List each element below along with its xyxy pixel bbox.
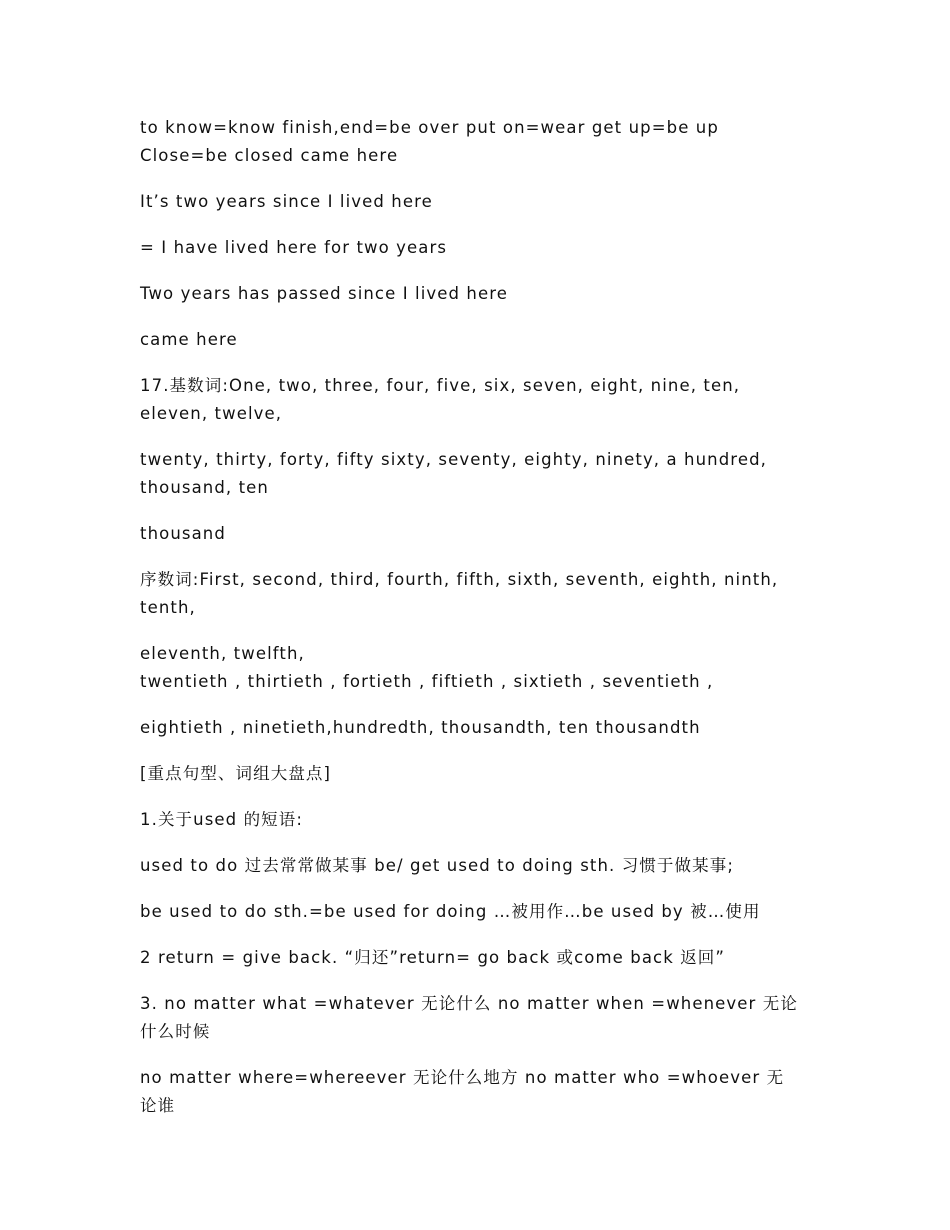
text-line: Close=be closed came here [140,146,399,165]
text-line: Two years has passed since I lived here [140,284,508,303]
paragraph-return [140,944,815,972]
document-page [140,114,815,1138]
paragraph-synonyms [140,114,815,170]
text-line: twenty, thirty, forty, fifty sixty, seventy, eighty, ninety, a hundred, [140,450,767,469]
text-line: be used to do sth.=be used for doing …被用作…be used by 被…使用 [140,902,761,921]
text-line: tenth, [140,598,196,617]
text-line: [重点句型、词组大盘点] [140,764,332,783]
text-line: = I have lived here for two years [140,238,448,257]
text-line: 2 return = give back. “归还”return= go back 或come back 返回” [140,948,726,967]
text-line: 1.关于used 的短语: [140,810,304,829]
paragraph-example-3 [140,280,815,308]
text-line: thousand, ten [140,478,269,497]
text-line: eightieth , ninetieth,hundredth, thousandth, ten thousandth [140,718,701,737]
text-line: eleventh, twelfth, [140,644,305,663]
text-line: no matter where=whereever 无论什么地方 no matter who =whoever 无 [140,1068,785,1087]
paragraph-cardinal-numbers [140,372,815,428]
paragraph-ordinal-numbers [140,566,815,622]
text-line: used to do 过去常常做某事 be/ get used to doing sth. 习惯于做某事; [140,856,734,875]
paragraph-no-matter-2 [140,1064,815,1120]
text-line: twentieth , thirtieth , fortieth , fiftieth , sixtieth , seventieth , [140,672,714,691]
paragraph-thousand [140,520,815,548]
paragraph-be-used-to [140,898,815,926]
text-line: 序数词:First, second, third, fourth, fifth, sixth, seventh, eighth, ninth, [140,570,779,589]
text-line: 3. no matter what =whatever 无论什么 no matter when =whenever 无论 [140,994,798,1013]
text-line: to know=know finish,end=be over put on=wear get up=be up [140,118,719,137]
paragraph-example-1 [140,188,815,216]
text-line: 论谁 [140,1096,176,1115]
text-line: came here [140,330,238,349]
paragraph-no-matter-1 [140,990,815,1046]
paragraph-ordinal-large [140,714,815,742]
paragraph-example-2 [140,234,815,262]
text-line: eleven, twelve, [140,404,283,423]
text-line: 17.基数词:One, two, three, four, five, six, seven, eight, nine, ten, [140,376,741,395]
paragraph-cardinal-tens [140,446,815,502]
text-line: 什么时候 [140,1022,211,1041]
paragraph-example-4 [140,326,815,354]
text-line: thousand [140,524,226,543]
section-heading [140,760,815,788]
text-line: It’s two years since I lived here [140,192,433,211]
paragraph-used-to-do [140,852,815,880]
paragraph-used-heading [140,806,815,834]
paragraph-ordinal-tens [140,640,815,696]
